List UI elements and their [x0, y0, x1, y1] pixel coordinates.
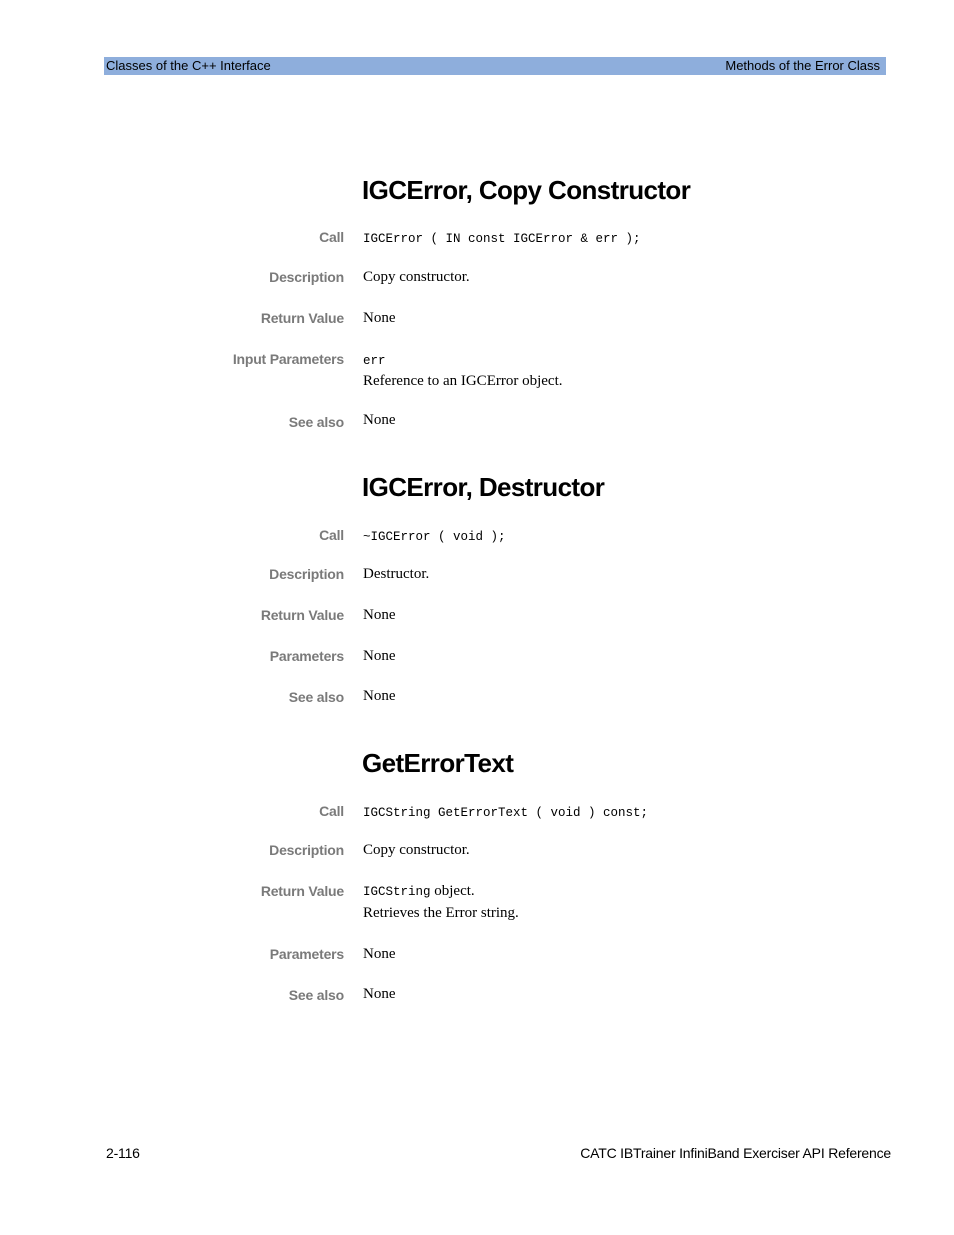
description-text: Copy constructor. — [363, 269, 470, 285]
call-label: Call — [319, 803, 344, 819]
header-chapter: Classes of the C++ Interface — [106, 58, 271, 73]
section-title: GetErrorText — [362, 748, 514, 778]
see-also-label: See also — [288, 987, 344, 1003]
return-type: IGCString — [363, 885, 431, 899]
call-label: Call — [319, 229, 344, 245]
section-title: IGCError, Destructor — [362, 472, 605, 502]
return-text: None — [363, 310, 396, 326]
running-header — [104, 57, 886, 75]
see-also-label: See also — [288, 414, 344, 430]
params-text: None — [363, 648, 396, 664]
see-also-label: See also — [288, 689, 344, 705]
return-suffix: object. — [434, 883, 475, 899]
section-title: IGCError, Copy Constructor — [362, 175, 691, 205]
param-description: Reference to an IGCError object. — [363, 373, 563, 389]
return-label: Return Value — [260, 883, 344, 899]
return-label: Return Value — [260, 310, 344, 326]
see-also-text: None — [363, 412, 396, 428]
return-label: Return Value — [260, 607, 344, 623]
return-description: Retrieves the Error string. — [363, 905, 519, 921]
param-name: err — [363, 354, 386, 368]
params-label: Parameters — [269, 946, 344, 962]
description-label: Description — [269, 842, 344, 858]
params-label: Parameters — [269, 648, 344, 664]
return-text — [363, 880, 475, 903]
params-label: Input Parameters — [232, 351, 344, 367]
header-section: Methods of the Error Class — [725, 58, 880, 73]
description-label: Description — [269, 566, 344, 582]
params-text: None — [363, 946, 396, 962]
call-signature: ~IGCError ( void ); — [363, 530, 506, 544]
document-title: CATC IBTrainer InfiniBand Exerciser API Reference — [580, 1145, 891, 1161]
call-signature: IGCString GetErrorText ( void ) const; — [363, 806, 649, 820]
see-also-text: None — [363, 986, 396, 1002]
return-text: None — [363, 607, 396, 623]
call-label: Call — [319, 527, 344, 543]
description-text: Copy constructor. — [363, 842, 470, 858]
description-label: Description — [269, 269, 344, 285]
see-also-text: None — [363, 688, 396, 704]
description-text: Destructor. — [363, 566, 430, 582]
call-signature: IGCError ( IN const IGCError & err ); — [363, 232, 641, 246]
page-number: 2-116 — [106, 1145, 140, 1161]
